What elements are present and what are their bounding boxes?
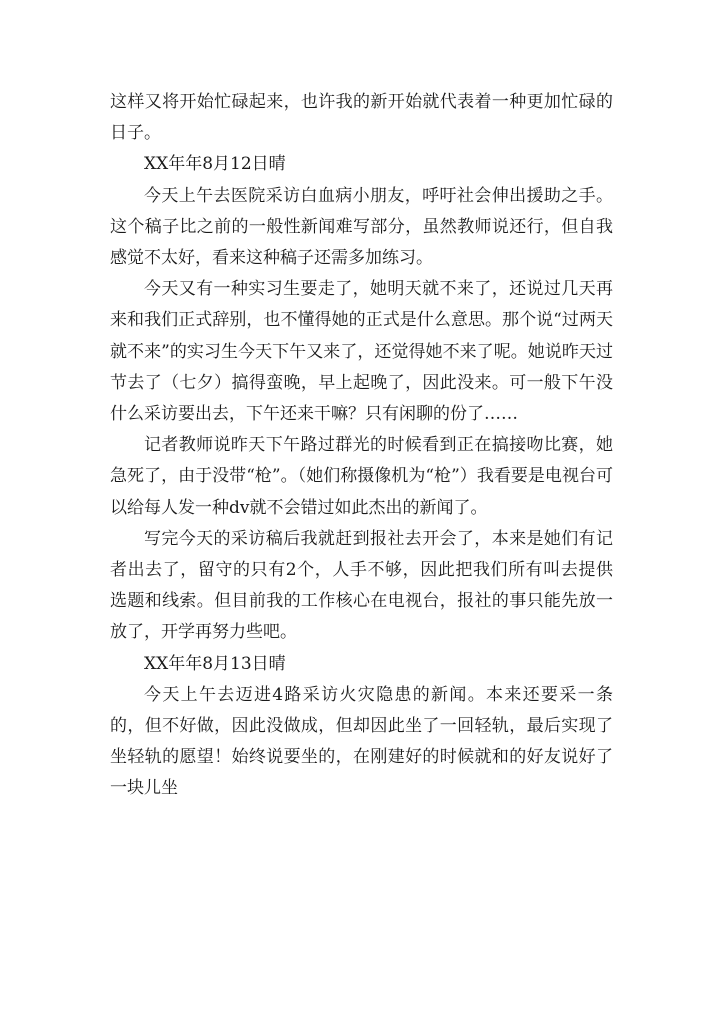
paragraph-continuation: 这样又将开始忙碌起来，也许我的新开始就代表着一种更加忙碌的日子。 (110, 92, 613, 144)
paragraph: 记者教师说昨天下午路过群光的时候看到正在搞接吻比赛，她急死了，由于没带“枪”。（她们称摄像机为“枪”）我看要是电视台可以给每人发一种dv就不会错过如此杰出的新闻了。 (110, 435, 613, 518)
paragraph: 写完今天的采访稿后我就赶到报社去开会了，本来是她们有记者出去了，留守的只有2个，人手不够，因此把我们所有叫去提供选题和线索。但目前我的工作核心在电视台，报社的事只能先放一放了，开学再努力些吧。 (110, 528, 613, 643)
diary-date-heading: XX年年8月12日晴 (144, 154, 286, 175)
paragraph: 今天上午去迈进4路采访火灾隐患的新闻。本来还要采一条的，但不好做，因此没做成，但却因此坐了一回轻轨，最后实现了坐轻轨的愿望！始终说要坐的，在刚建好的时候就和的好友说好了一块儿坐 (110, 684, 613, 799)
diary-date-heading: XX年年8月13日晴 (144, 653, 286, 674)
paragraph: 今天上午去医院采访白血病小朋友，呼吁社会伸出援助之手。这个稿子比之前的一般性新闻难写部分，虽然教师说还行，但自我感觉不太好，看来这种稿子还需多加练习。 (110, 185, 613, 269)
paragraph: 今天又有一种实习生要走了，她明天就不来了，还说过几天再来和我们正式辞别，也不懂得她的正式是什么意思。那个说“过两天就不来”的实习生今天下午又来了，还觉得她不来了呢。她说昨天过节去了（七夕）搞得蛮晚，早上起晚了，因此没来。可一般下午没什么采访要出去，下午还来干嘛？只有闲聊的份了…… (110, 279, 613, 425)
document-body (110, 87, 613, 805)
